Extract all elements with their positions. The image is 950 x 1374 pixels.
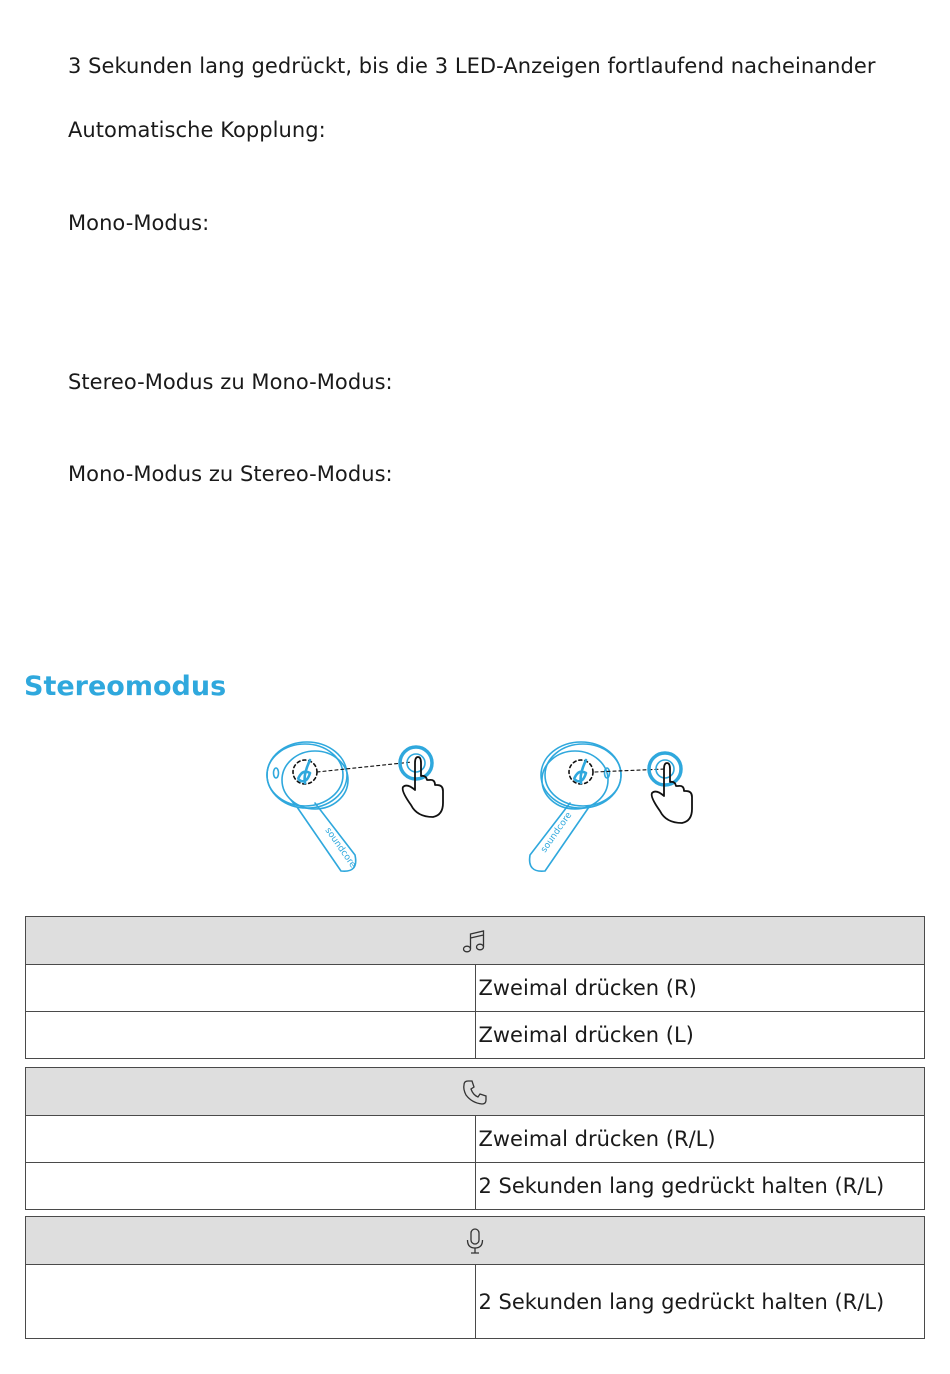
left-earbud-icon bbox=[267, 742, 358, 871]
heading-stereo-to-mono: Stereo-Modus zu Mono-Modus: bbox=[68, 370, 393, 394]
table-cell-action bbox=[26, 1012, 476, 1059]
table-cell-action bbox=[26, 1163, 476, 1210]
table-cell-control: 2 Sekunden lang gedrückt halten (R/L) bbox=[475, 1163, 925, 1210]
table-cell-action bbox=[26, 965, 476, 1012]
music-controls-table bbox=[25, 916, 925, 1059]
right-earbud-icon bbox=[530, 742, 621, 871]
left-bud-brand: soundcore bbox=[322, 825, 358, 871]
table-cell-control: Zweimal drücken (L) bbox=[475, 1012, 925, 1059]
microphone-icon bbox=[460, 1226, 490, 1256]
right-bud-brand: soundcore bbox=[539, 810, 575, 855]
call-header bbox=[26, 1068, 925, 1116]
music-notes-icon bbox=[460, 926, 490, 956]
heading-auto-pairing: Automatische Kopplung: bbox=[68, 118, 326, 142]
music-header bbox=[26, 917, 925, 965]
table-cell-action bbox=[26, 1265, 476, 1339]
table-cell-control: Zweimal drücken (R) bbox=[475, 965, 925, 1012]
voice-assistant-table bbox=[25, 1216, 925, 1339]
finger-tap-right-icon bbox=[649, 753, 692, 823]
earbuds-touch-illustration bbox=[255, 735, 705, 880]
finger-tap-left-icon bbox=[400, 747, 443, 817]
phone-icon bbox=[460, 1077, 490, 1107]
instruction-line-continuation: 3 Sekunden lang gedrückt, bis die 3 LED-Anzeigen fortlaufend nacheinander bbox=[68, 54, 876, 78]
heading-mono-to-stereo: Mono-Modus zu Stereo-Modus: bbox=[68, 462, 393, 486]
call-controls-table bbox=[25, 1067, 925, 1210]
table-cell-control: 2 Sekunden lang gedrückt halten (R/L) bbox=[475, 1265, 925, 1339]
heading-mono-mode: Mono-Modus: bbox=[68, 211, 210, 235]
voice-header bbox=[26, 1217, 925, 1265]
table-cell-control: Zweimal drücken (R/L) bbox=[475, 1116, 925, 1163]
table-cell-action bbox=[26, 1116, 476, 1163]
section-title-stereomodus: Stereomodus bbox=[24, 671, 227, 702]
